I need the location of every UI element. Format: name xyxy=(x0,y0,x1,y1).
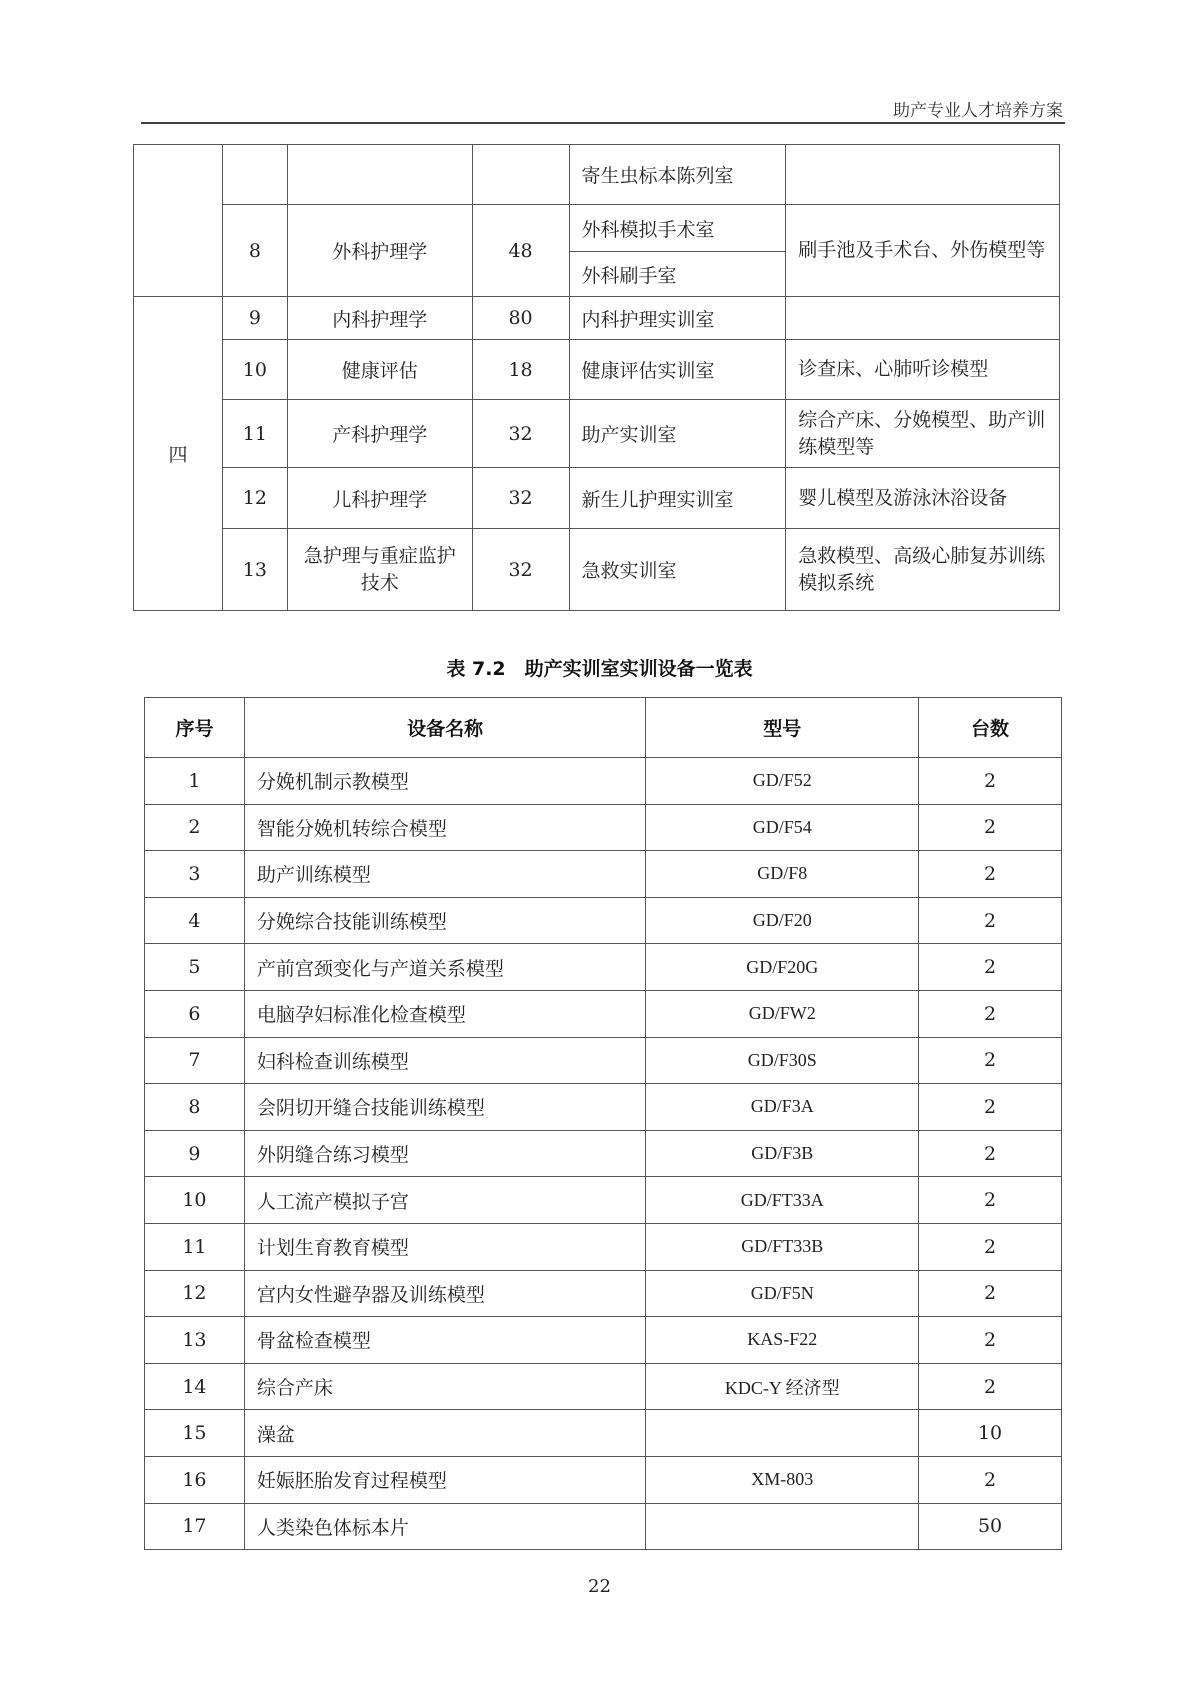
row-no: 9 xyxy=(145,1130,245,1177)
model-number: GD/F20G xyxy=(646,944,919,991)
training-room: 新生儿护理实训室 xyxy=(569,468,786,529)
table-row xyxy=(145,1130,1062,1177)
group-cell: 四 xyxy=(134,297,223,611)
model-number xyxy=(646,1503,919,1550)
model-number: GD/F3B xyxy=(646,1130,919,1177)
course-hours: 32 xyxy=(472,468,569,529)
model-number: GD/F20 xyxy=(646,897,919,944)
table-row xyxy=(145,1037,1062,1084)
row-no: 16 xyxy=(145,1456,245,1503)
equipment-name: 宫内女性避孕器及训练模型 xyxy=(244,1270,646,1317)
header-model: 型号 xyxy=(646,698,919,758)
equipment-name: 助产训练模型 xyxy=(244,851,646,898)
equipment xyxy=(786,297,1060,340)
model-number: KAS-F22 xyxy=(646,1317,919,1364)
row-no: 1 xyxy=(145,758,245,805)
row-no: 11 xyxy=(222,400,287,468)
page-number: 22 xyxy=(588,1576,611,1597)
table-row xyxy=(134,297,1060,340)
training-room: 助产实训室 xyxy=(569,400,786,468)
equipment xyxy=(786,145,1060,205)
model-number: GD/FW2 xyxy=(646,990,919,1037)
table-caption: 表 7.2 助产实训室实训设备一览表 xyxy=(446,658,753,680)
header-divider xyxy=(141,122,1065,124)
table-row xyxy=(145,1270,1062,1317)
model-number xyxy=(646,1410,919,1457)
row-no: 8 xyxy=(222,205,287,297)
table-row xyxy=(145,851,1062,898)
equipment: 综合产床、分娩模型、助产训练模型等 xyxy=(786,400,1060,468)
equipment-name: 电脑孕妇标准化检查模型 xyxy=(244,990,646,1037)
model-number: GD/FT33A xyxy=(646,1177,919,1224)
equipment-name: 外阴缝合练习模型 xyxy=(244,1130,646,1177)
training-room: 外科刷手室 xyxy=(569,252,786,297)
equipment-name: 骨盆检查模型 xyxy=(244,1317,646,1364)
quantity: 2 xyxy=(919,1317,1062,1364)
equipment: 诊查床、心肺听诊模型 xyxy=(786,340,1060,400)
model-number: KDC-Y 经济型 xyxy=(646,1363,919,1410)
quantity: 2 xyxy=(919,1270,1062,1317)
table-row xyxy=(145,1084,1062,1131)
course-name: 健康评估 xyxy=(287,340,472,400)
equipment-name: 妇科检查训练模型 xyxy=(244,1037,646,1084)
row-no: 13 xyxy=(145,1317,245,1364)
equipment: 急救模型、高级心肺复苏训练模拟系统 xyxy=(786,529,1060,611)
model-number: GD/FT33B xyxy=(646,1223,919,1270)
course-hours: 32 xyxy=(472,400,569,468)
header-name: 设备名称 xyxy=(244,698,646,758)
equipment-name: 智能分娩机转综合模型 xyxy=(244,804,646,851)
table-row xyxy=(145,1223,1062,1270)
equipment-name: 人类染色体标本片 xyxy=(244,1503,646,1550)
training-room: 寄生虫标本陈列室 xyxy=(569,145,786,205)
quantity: 2 xyxy=(919,897,1062,944)
row-no: 13 xyxy=(222,529,287,611)
equipment-name: 妊娠胚胎发育过程模型 xyxy=(244,1456,646,1503)
equipment-table xyxy=(144,697,1062,1550)
table-row xyxy=(145,897,1062,944)
equipment-name: 人工流产模拟子宫 xyxy=(244,1177,646,1224)
model-number: GD/F3A xyxy=(646,1084,919,1131)
course-name: 内科护理学 xyxy=(287,297,472,340)
row-no: 4 xyxy=(145,897,245,944)
table-row xyxy=(134,340,1060,400)
table-row xyxy=(145,1363,1062,1410)
row-no: 6 xyxy=(145,990,245,1037)
row-no: 12 xyxy=(145,1270,245,1317)
training-room: 健康评估实训室 xyxy=(569,340,786,400)
course-name xyxy=(287,145,472,205)
course-name: 儿科护理学 xyxy=(287,468,472,529)
training-room: 外科模拟手术室 xyxy=(569,205,786,252)
quantity: 2 xyxy=(919,990,1062,1037)
equipment-name: 产前宫颈变化与产道关系模型 xyxy=(244,944,646,991)
group-cell xyxy=(134,145,223,297)
row-no: 2 xyxy=(145,804,245,851)
table-row xyxy=(134,400,1060,468)
course-name: 产科护理学 xyxy=(287,400,472,468)
row-no: 10 xyxy=(145,1177,245,1224)
quantity: 2 xyxy=(919,1177,1062,1224)
model-number: GD/F54 xyxy=(646,804,919,851)
row-no xyxy=(222,145,287,205)
equipment-name: 分娩机制示教模型 xyxy=(244,758,646,805)
model-number: GD/F30S xyxy=(646,1037,919,1084)
row-no: 12 xyxy=(222,468,287,529)
training-room: 急救实训室 xyxy=(569,529,786,611)
quantity: 2 xyxy=(919,1363,1062,1410)
model-number: XM-803 xyxy=(646,1456,919,1503)
table-row xyxy=(145,990,1062,1037)
course-hours: 18 xyxy=(472,340,569,400)
course-hours: 48 xyxy=(472,205,569,297)
row-no: 8 xyxy=(145,1084,245,1131)
row-no: 14 xyxy=(145,1363,245,1410)
quantity: 2 xyxy=(919,1037,1062,1084)
row-no: 11 xyxy=(145,1223,245,1270)
table-row xyxy=(145,758,1062,805)
training-room: 内科护理实训室 xyxy=(569,297,786,340)
course-name: 外科护理学 xyxy=(287,205,472,297)
quantity: 50 xyxy=(919,1503,1062,1550)
table-header-row xyxy=(145,698,1062,758)
equipment-name: 分娩综合技能训练模型 xyxy=(244,897,646,944)
row-no: 9 xyxy=(222,297,287,340)
row-no: 5 xyxy=(145,944,245,991)
row-no: 15 xyxy=(145,1410,245,1457)
course-hours: 80 xyxy=(472,297,569,340)
quantity: 2 xyxy=(919,851,1062,898)
quantity: 2 xyxy=(919,944,1062,991)
row-no: 17 xyxy=(145,1503,245,1550)
table-row xyxy=(134,145,1060,205)
table-row xyxy=(134,529,1060,611)
table-row xyxy=(145,1503,1062,1550)
model-number: GD/F8 xyxy=(646,851,919,898)
course-hours: 32 xyxy=(472,529,569,611)
row-no: 7 xyxy=(145,1037,245,1084)
header-no: 序号 xyxy=(145,698,245,758)
course-hours xyxy=(472,145,569,205)
running-header: 助产专业人才培养方案 xyxy=(893,101,1063,121)
equipment-name: 综合产床 xyxy=(244,1363,646,1410)
model-number: GD/F5N xyxy=(646,1270,919,1317)
table-row xyxy=(145,1410,1062,1457)
quantity: 2 xyxy=(919,1084,1062,1131)
quantity: 2 xyxy=(919,1456,1062,1503)
table-row xyxy=(145,1177,1062,1224)
equipment-name: 计划生育教育模型 xyxy=(244,1223,646,1270)
quantity: 2 xyxy=(919,758,1062,805)
quantity: 10 xyxy=(919,1410,1062,1457)
course-name: 急护理与重症监护技术 xyxy=(287,529,472,611)
equipment: 婴儿模型及游泳沐浴设备 xyxy=(786,468,1060,529)
equipment-name: 澡盆 xyxy=(244,1410,646,1457)
table-row xyxy=(134,205,1060,252)
quantity: 2 xyxy=(919,1223,1062,1270)
model-number: GD/F52 xyxy=(646,758,919,805)
table-row xyxy=(145,944,1062,991)
table-row xyxy=(134,468,1060,529)
table-row xyxy=(145,1456,1062,1503)
quantity: 2 xyxy=(919,1130,1062,1177)
header-qty: 台数 xyxy=(919,698,1062,758)
row-no: 10 xyxy=(222,340,287,400)
equipment: 刷手池及手术台、外伤模型等 xyxy=(786,205,1060,297)
table-row xyxy=(145,804,1062,851)
quantity: 2 xyxy=(919,804,1062,851)
training-rooms-table xyxy=(133,144,1060,611)
equipment-name: 会阴切开缝合技能训练模型 xyxy=(244,1084,646,1131)
table-row xyxy=(145,1317,1062,1364)
row-no: 3 xyxy=(145,851,245,898)
